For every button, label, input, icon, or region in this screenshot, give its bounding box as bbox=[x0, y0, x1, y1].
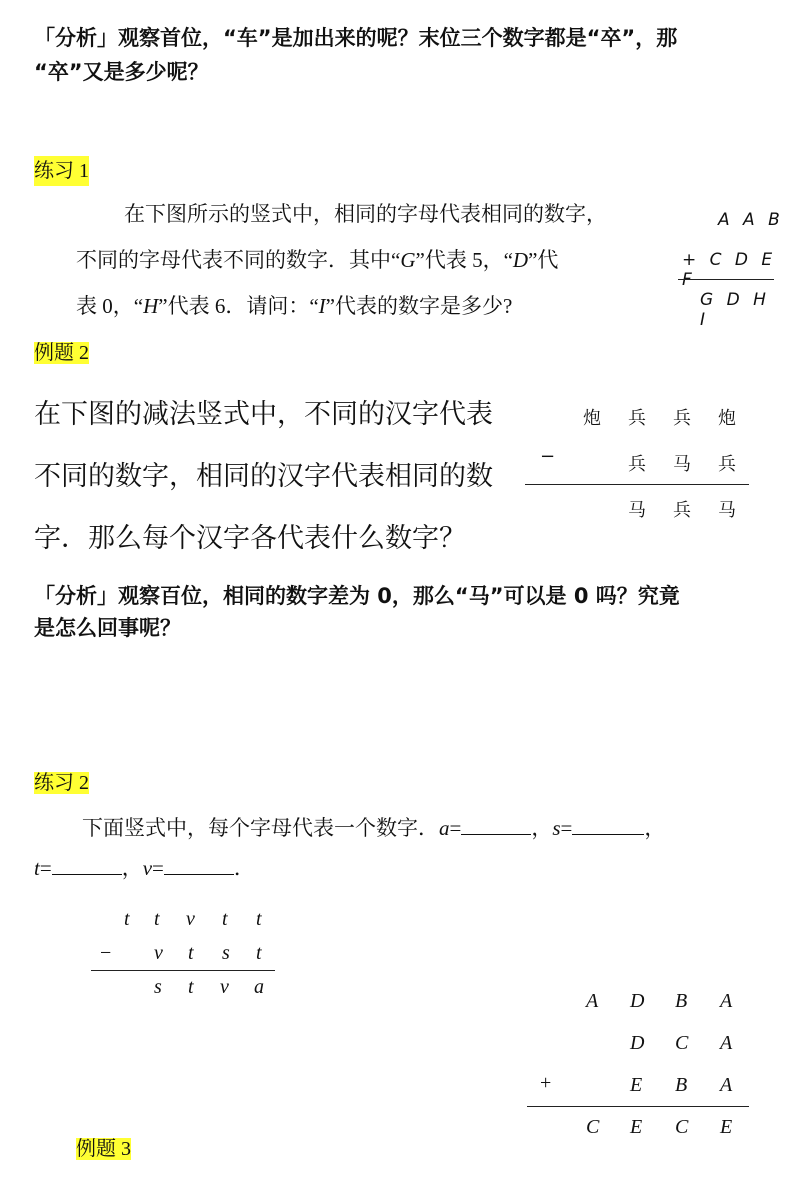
puzzle-2-r1-c2: 兵 bbox=[628, 408, 646, 429]
puzzle-2-r1-c3: 兵 bbox=[673, 408, 691, 429]
puzzle-3-r3-c5: a bbox=[254, 976, 264, 998]
puzzle-4-r4-c4: E bbox=[720, 1116, 733, 1138]
puzzle-4-r1-c1: A bbox=[586, 990, 599, 1012]
eq-a: = bbox=[449, 816, 462, 840]
practice-1-label: 练习 1 bbox=[34, 156, 89, 186]
var-d: D bbox=[512, 248, 529, 272]
answer-v-blank[interactable] bbox=[164, 856, 234, 875]
var-g: G bbox=[400, 248, 416, 272]
puzzle-2-r3-c4: 马 bbox=[718, 500, 736, 521]
example-3-label bbox=[76, 1134, 131, 1164]
end-mark: ． bbox=[233, 856, 255, 880]
practice-1-line-2-c: ”代 bbox=[528, 248, 559, 272]
example-3-label-text: 例题 3 bbox=[76, 1138, 131, 1160]
puzzle-3-operator: − bbox=[100, 942, 112, 964]
analysis-2-line-1: 「分析」观察百位，相同的数字差为 0，那么“马”可以是 0 吗？究竟 bbox=[34, 584, 680, 608]
puzzle-2-r3-c2: 马 bbox=[628, 500, 646, 521]
sep-3: ， bbox=[121, 856, 143, 880]
puzzle-3-r1-c4: t bbox=[222, 908, 228, 930]
analysis-1-line-1: 「分析」观察首位，“车”是加出来的呢？末位三个数字都是“卒”，那 bbox=[34, 26, 678, 50]
answer-t-blank[interactable] bbox=[52, 856, 122, 875]
var-v-label: v bbox=[142, 856, 153, 880]
puzzle-4-r4-c3: C bbox=[675, 1116, 689, 1138]
puzzle-4-r2-c3: C bbox=[675, 1032, 689, 1054]
eq-s: = bbox=[560, 816, 573, 840]
puzzle-4-r4-c2: E bbox=[630, 1116, 643, 1138]
analysis-2-line-2: 是怎么回事呢？ bbox=[34, 616, 181, 640]
puzzle-2-r1-c1: 炮 bbox=[583, 408, 601, 429]
puzzle-4-operator: + bbox=[540, 1072, 552, 1094]
puzzle-3-r2-c3: t bbox=[188, 942, 194, 964]
var-s-label: s bbox=[552, 816, 561, 840]
puzzle-2-r1-c4: 炮 bbox=[718, 408, 736, 429]
puzzle-3-r2-c4: s bbox=[222, 942, 230, 964]
example-2-label-text: 例题 2 bbox=[34, 342, 89, 364]
practice-1-line-3 bbox=[76, 290, 512, 320]
answer-s-blank[interactable] bbox=[572, 816, 644, 835]
puzzle-3-r3-c4: v bbox=[220, 976, 229, 998]
puzzle-4-rule bbox=[527, 1106, 749, 1107]
sep-1: ， bbox=[531, 816, 553, 840]
puzzle-4-r4-c1: C bbox=[586, 1116, 600, 1138]
puzzle-4-r2-c2: D bbox=[630, 1032, 645, 1054]
puzzle-4-r3-c4: A bbox=[720, 1074, 733, 1096]
practice-2-line-1-text: 下面竖式中，每个字母代表一个数字． bbox=[82, 816, 439, 840]
answer-a-blank[interactable] bbox=[461, 816, 531, 835]
analysis-1-line-2: “卒”又是多少呢？ bbox=[34, 60, 209, 84]
puzzle-4-r3-c2: E bbox=[630, 1074, 643, 1096]
puzzle-3-rule bbox=[91, 970, 275, 971]
puzzle-3-r2-c2: v bbox=[154, 942, 163, 964]
example-2-line-3: 字．那么每个汉字各代表什么数字？ bbox=[34, 523, 466, 553]
practice-1-line-3-a: 表 0，“ bbox=[76, 294, 144, 318]
puzzle-2-rule bbox=[525, 484, 749, 485]
example-2-line-1: 在下图的减法竖式中，不同的汉字代表 bbox=[34, 399, 493, 429]
puzzle-4-r2-c4: A bbox=[720, 1032, 733, 1054]
practice-1-line-1: 在下图所示的竖式中，相同的字母代表相同的数字， bbox=[124, 202, 607, 226]
puzzle-2-r2-c3: 马 bbox=[673, 454, 691, 475]
practice-1-line-3-b: ”代表 6．请问：“ bbox=[158, 294, 319, 318]
var-h: H bbox=[143, 294, 159, 318]
practice-1-line-2 bbox=[76, 244, 558, 274]
practice-1-line-3-c: ”代表的数字是多少? bbox=[325, 294, 513, 318]
example-2-line-2: 不同的数字，相同的汉字代表相同的数 bbox=[34, 461, 493, 491]
practice-1-line-2-b: ”代表 5，“ bbox=[415, 248, 513, 272]
puzzle-3-r3-c2: s bbox=[154, 976, 162, 998]
puzzle-4-r3-c3: B bbox=[675, 1074, 688, 1096]
example-2-label bbox=[34, 338, 89, 368]
puzzle-3-r1-c5: t bbox=[256, 908, 262, 930]
puzzle-2-r2-c2: 兵 bbox=[628, 454, 646, 475]
var-a-label: a bbox=[439, 816, 450, 840]
puzzle-3-r2-c5: t bbox=[256, 942, 262, 964]
puzzle-3-r1-c1: t bbox=[124, 908, 130, 930]
puzzle-3-r3-c3: t bbox=[188, 976, 194, 998]
var-t-label: t bbox=[34, 856, 40, 880]
puzzle-4-r1-c2: D bbox=[630, 990, 645, 1012]
var-i: I bbox=[318, 294, 326, 318]
puzzle-3-r1-c2: t bbox=[154, 908, 160, 930]
puzzle-3-r1-c3: v bbox=[186, 908, 195, 930]
puzzle-4-r1-c3: B bbox=[675, 990, 688, 1012]
practice-2-label-text: 练习 2 bbox=[34, 772, 89, 794]
puzzle-1-row-2: + C D E F bbox=[682, 250, 777, 290]
puzzle-2-r2-c4: 兵 bbox=[718, 454, 736, 475]
practice-2-line-2 bbox=[34, 852, 255, 882]
sep-2: ， bbox=[644, 816, 666, 840]
puzzle-1-row-3: G D H I bbox=[700, 290, 770, 330]
practice-2-label bbox=[34, 768, 89, 798]
puzzle-1-row-1: A A B bbox=[718, 210, 784, 230]
eq-t: = bbox=[39, 856, 52, 880]
puzzle-1-rule bbox=[678, 279, 774, 280]
puzzle-4-r1-c4: A bbox=[720, 990, 733, 1012]
puzzle-2-r3-c3: 兵 bbox=[673, 500, 691, 521]
practice-2-line-1 bbox=[82, 812, 665, 842]
eq-v: = bbox=[152, 856, 164, 880]
puzzle-2-operator: − bbox=[540, 446, 556, 467]
practice-1-line-2-a: 不同的字母代表不同的数字．其中“ bbox=[76, 248, 401, 272]
